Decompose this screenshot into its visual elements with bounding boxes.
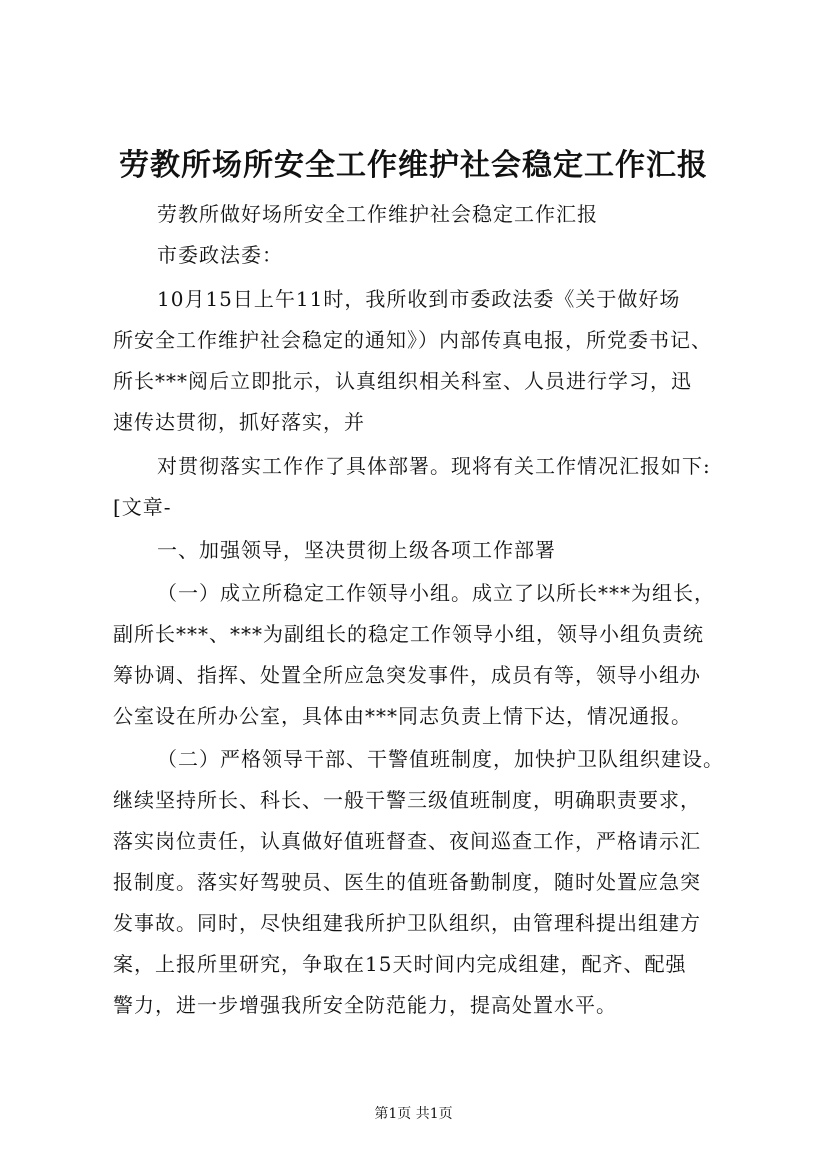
body-line: 公室设在所办公室，具体由***同志负责上情下达，情况通报。 bbox=[113, 704, 692, 728]
body-line: 报制度。落实好驾驶员、医生的值班备勤制度，随时处置应急突 bbox=[113, 870, 701, 894]
body-line: （一）成立所稳定工作领导小组。成立了以所长***为组长， bbox=[157, 581, 715, 605]
salutation-line: 市委政法委： bbox=[157, 243, 283, 267]
body-line: 落实岗位责任，认真做好值班督查、夜间巡查工作，严格请示汇 bbox=[113, 829, 701, 853]
body-line: 10月15日上午11时，我所收到市委政法委《关于做好场 bbox=[157, 287, 681, 311]
body-line: 所长***阅后立即批示，认真组织相关科室、人员进行学习，迅 bbox=[113, 369, 692, 393]
body-line: 警力，进一步增强我所安全防范能力，提高处置水平。 bbox=[113, 993, 617, 1017]
body-line: 筹协调、指挥、处置全所应急突发事件，成员有等，领导小组办 bbox=[113, 663, 701, 687]
body-line: 继续坚持所长、科长、一般干警三级值班制度，明确职责要求， bbox=[113, 788, 701, 812]
body-line: 发事故。同时，尽快组建我所护卫队组织，由管理科提出组建方 bbox=[113, 911, 701, 935]
subtitle-line: 劳教所做好场所安全工作维护社会稳定工作汇报 bbox=[157, 202, 598, 226]
body-line: 对贯彻落实工作作了具体部署。现将有关工作情况汇报如下: bbox=[157, 454, 711, 478]
body-line: 副所长***、***为副组长的稳定工作领导小组，领导小组负责统 bbox=[113, 622, 704, 646]
page-number-footer: 第1页 共1页 bbox=[374, 1106, 453, 1122]
body-line: （二）严格领导干部、干警值班制度，加快护卫队组织建设。 bbox=[157, 747, 724, 771]
section-heading: 一、加强领导，坚决贯彻上级各项工作部署 bbox=[157, 538, 556, 562]
body-line: 所安全工作维护社会稳定的通知》）内部传真电报，所党委书记、 bbox=[113, 328, 712, 352]
body-line: 案，上报所里研究，争取在15天时间内完成组建，配齐、配强 bbox=[113, 952, 687, 976]
body-line: 速传达贯彻，抓好落实，并 bbox=[113, 410, 365, 434]
body-line: [文章- bbox=[113, 495, 172, 519]
document-title: 劳教所场所安全工作维护社会稳定工作汇报 bbox=[119, 148, 708, 183]
